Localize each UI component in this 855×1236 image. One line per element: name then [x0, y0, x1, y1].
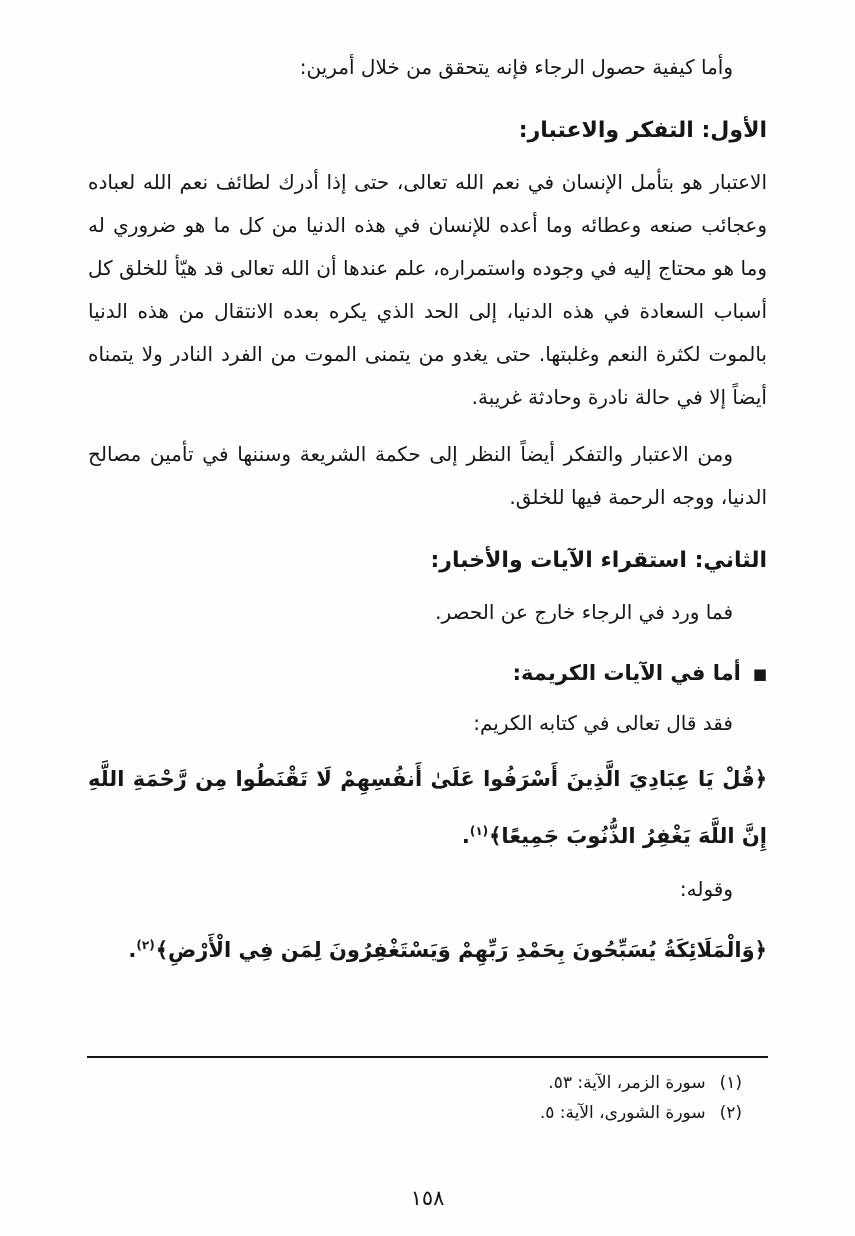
footnote-ref-2: (٢): [136, 938, 155, 952]
verse-1-period: .: [461, 824, 470, 848]
quran-verse-1: ﴿قُلْ يَا عِبَادِيَ الَّذِينَ أَسْرَفُوا عَلَىٰ أَنفُسِهِمْ لَا تَقْنَطُوا مِن رَّحْمَةِ اللَّهِ إِنَّ اللَّهَ يَغْفِرُ الذُّنُوبَ جَمِيعًا﴾: [88, 767, 767, 848]
footnote-separator: [87, 1056, 768, 1058]
footnote-item: [87, 1068, 768, 1098]
quran-verse-1-row: [88, 753, 767, 862]
quran-verse-2-row: [88, 919, 767, 976]
quran-verse-2: ﴿وَالْمَلَائِكَةُ يُسَبِّحُونَ بِحَمْدِ رَبِّهِمْ وَيَسْتَغْفِرُونَ لِمَن فِي الْأَرْضِ﴾: [155, 938, 767, 962]
section-one-heading: الأول: التفكر والاعتبار:: [518, 118, 767, 143]
section-one-paragraph-2: ومن الاعتبار والتفكر أيضاً النظر إلى حكمة الشريعة وسننها في تأمين مصالح الدنيا، ووجه الرحمة فيها للخلق.: [88, 442, 767, 509]
intro-paragraph: وأما كيفية حصول الرجاء فإنه يتحقق من خلال أمرين:: [299, 55, 733, 79]
footnote-item: [87, 1098, 768, 1128]
page-number: ١٥٨: [410, 1186, 445, 1210]
verse-intro: فقد قال تعالى في كتابه الكريم:: [473, 711, 733, 735]
verses-subheading-row: [88, 656, 767, 690]
footnote-ref-1: (١): [469, 824, 489, 838]
verses-subheading: أما في الآيات الكريمة:: [512, 661, 741, 685]
footnote-text: سورة الزمر، الآية: ٥٣.: [548, 1073, 706, 1093]
square-bullet-icon: ■: [752, 664, 767, 683]
section-one-paragraph-1: الاعتبار هو بتأمل الإنسان في نعم الله تعالى، حتى إذا أدرك لطائف نعم الله لعباده وعجائب صنعه وعطائه وما أعده للإنسان في هذه الدنيا من كل ما هو ضروري له وما هو محتاج إليه في وجوده واستمراره، علم عندها أن الله تعالى قد هيّأ للخلق كل أسباب السعادة في هذه الدنيا، إلى الحد الذي يكره بعده الانتقال من هذه الدنيا بالموت لكثرة النعم وغلبتها. حتى يغدو من يتمنى الموت من الفرد النادر ولا يتمناه أيضاً إلا في حالة نادرة وحادثة غريبة.: [88, 170, 767, 409]
section-two-lead: فما ورد في الرجاء خارج عن الحصر.: [435, 600, 733, 624]
quote-label: وقوله:: [679, 877, 733, 901]
verse-2-period: .: [128, 938, 137, 962]
footnote-marker: (٢): [719, 1103, 742, 1123]
footnote-text: سورة الشورى، الآية: ٥.: [539, 1103, 706, 1123]
section-two-heading: الثاني: استقراء الآيات والأخبار:: [430, 548, 767, 573]
footnotes-section: [87, 1056, 768, 1128]
footnote-marker: (١): [719, 1073, 742, 1093]
